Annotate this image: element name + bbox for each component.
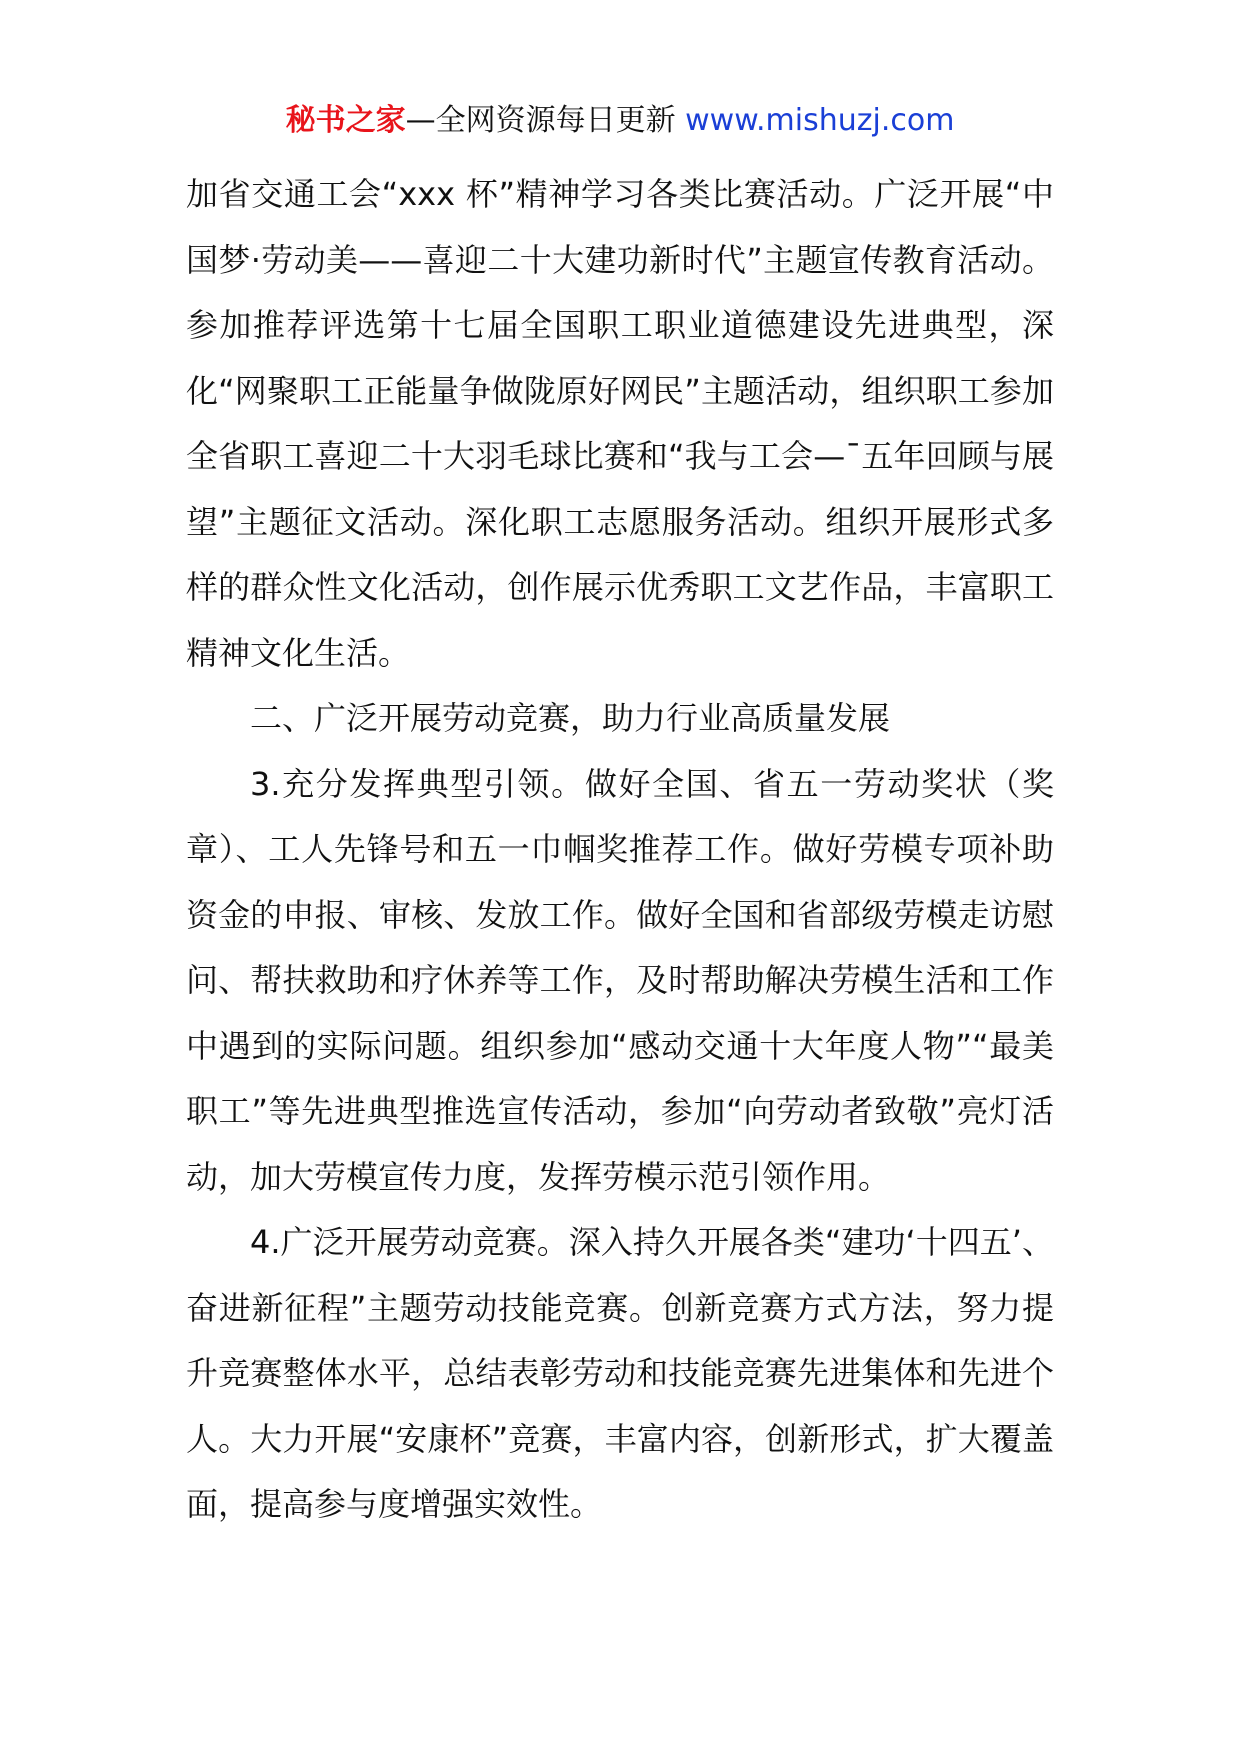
paragraph-item-3: 3.充分发挥典型引领。做好全国、省五一劳动奖状（奖章）、工人先锋号和五一巾帼奖推荐工作。做好劳模专项补助资金的申报、审核、发放工作。做好全国和省部级劳模走访慰问、帮扶救助和疗休养等工作，及时帮助解决劳模生活和工作中遇到的实际问题。组织参加“感动交通十大年度人物”“最美职工”等先进典型推选宣传活动，参加“向劳动者致敬”亮灯活动，加大劳模宣传力度，发挥劳模示范引领作用。 xyxy=(186,764,1054,1196)
website-link[interactable]: www.mishuzj.com xyxy=(685,103,955,138)
section-heading: 二、广泛开展劳动竞赛，助力行业高质量发展 xyxy=(250,699,891,737)
brand-name: 秘书之家 xyxy=(285,103,406,138)
paragraph-continuation: 加省交通工会“xxx 杯”精神学习各类比赛活动。广泛开展“中国梦·劳动美——喜迎二十大建功新时代”主题宣传教育活动。参加推荐评选第十七届全国职工职业道德建设先进典型，深化“网聚职工正能量争做陇原好网民”主题活动，组织职工参加全省职工喜迎二十大羽毛球比赛和“我与工会—¯五年回顾与展望”主题征文活动。深化职工志愿服务活动。组织开展形式多样的群众性文化活动，创作展示优秀职工文艺作品，丰富职工精神文化生活。 xyxy=(186,175,1054,672)
page-header xyxy=(0,101,1240,141)
paragraph-item-4: 4.广泛开展劳动竞赛。深入持久开展各类“建功‘十四五’、奋进新征程”主题劳动技能竞赛。创新竞赛方式方法，努力提升竞赛整体水平，总结表彰劳动和技能竞赛先进集体和先进个人。大力开展“安康杯”竞赛，丰富内容，创新形式，扩大覆盖面，提高参与度增强实效性。 xyxy=(186,1223,1054,1523)
document-body xyxy=(186,162,1054,1538)
header-tagline: —全网资源每日更新 xyxy=(405,103,686,138)
